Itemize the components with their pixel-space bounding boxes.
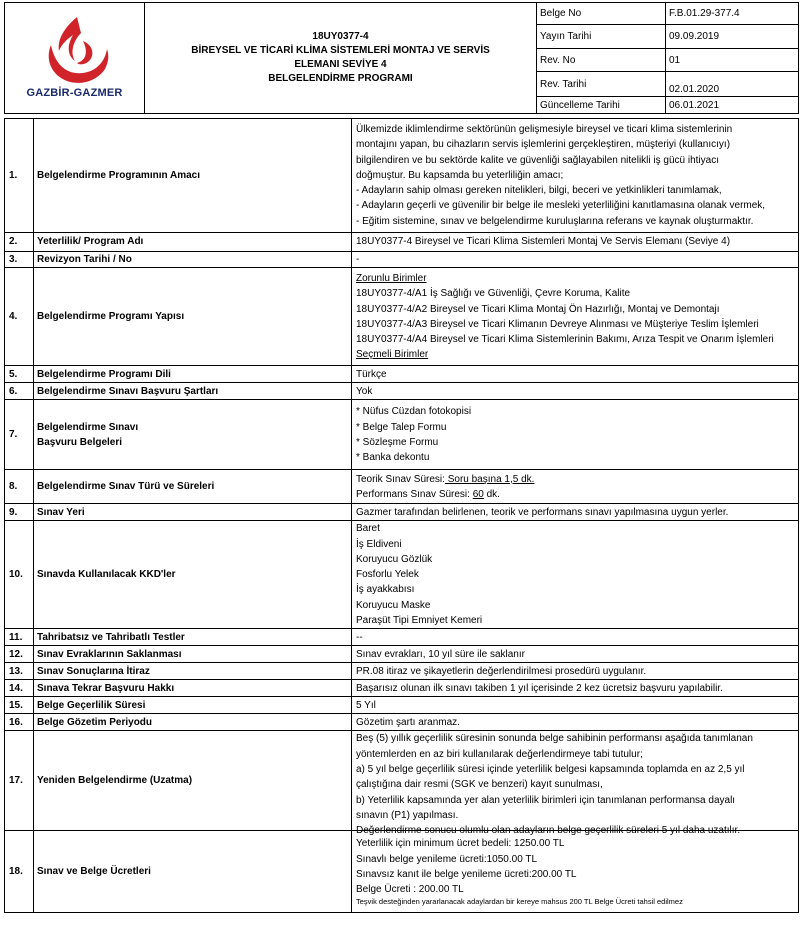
meta-label-rev-no: Rev. No [537,49,666,72]
ppe-item: Baret [356,523,380,535]
row-label: Belgelendirme Programının Amacı [34,119,352,233]
unit-line: 18UY0377-4/A2 Bireysel ve Ticari Klima Montaj Ön Hazırlığı, Montaj ve Demontajı [356,303,720,315]
table-row [5,233,799,252]
row-number: 4. [5,268,34,366]
table-row [5,646,799,663]
elective-units-heading: Seçmeli Birimler [356,349,429,361]
table-row [5,470,799,504]
row-number: 12. [5,646,34,663]
ppe-item: Paraşüt Tipi Emniyet Kemeri [356,615,483,627]
ppe-item: İş Eldiveni [356,538,402,550]
row-number: 10. [5,521,34,629]
fee-line: Belge Ücreti : 200.00 TL [356,884,464,896]
performance-duration-unit: dk. [483,488,500,500]
row-number: 8. [5,470,34,504]
unit-line: 18UY0377-4/A1 İş Sağlığı ve Güvenliği, Çevre Koruma, Kalite [356,288,631,300]
value-line: Değerlendirme sonucu olumlu olan adayların belge geçerlilik süreleri 5 yıl daha uzatılır. [356,825,741,837]
table-row [5,383,799,400]
row-value-appeal [352,663,799,680]
document-header [4,2,799,114]
unit-line: 18UY0377-4/A4 Bireysel ve Ticari Klima Sistemlerinin Bakımı, Arıza Tespit ve Onarım İşlemleri [356,334,774,346]
table-row [5,714,799,731]
value-line: Gözetim şartı aranmaz. [356,716,460,728]
table-row [5,663,799,680]
table-row [5,831,799,913]
row-value-program-name [352,233,799,252]
theory-duration [356,472,796,487]
meta-label-doc-no: Belge No [537,3,666,25]
value-line: - Eğitim sistemine, sınav ve belgelendirme kuruluşlarına referans ve kaynak oluşturmaktır. [356,215,754,227]
value-line: - Adayların sahip olması gereken nitelikleri, bilgi, beceri ve yetkinlikleri tanımlamak, [356,185,722,197]
value-line: Gazmer tarafından belirlenen, teorik ve performans sınavı yapılmasına uygun yerler. [356,506,729,518]
row-number: 17. [5,731,34,831]
value-line: Ülkemizde iklimlendirme sektörünün gelişmesiyle bireysel ve ticari klima sistemlerinin [356,123,733,135]
meta-value-rev-date: 02.01.2020 [666,72,799,97]
row-label-line: Başvuru Belgeleri [37,436,123,448]
table-row [5,629,799,646]
row-label: Yeniden Belgelendirme (Uzatma) [34,731,352,831]
performance-duration-label: Performans Sınav Süresi: [356,488,473,500]
title-line-code: 18UY0377-4 [312,31,369,42]
program-table [4,118,799,913]
table-row [5,680,799,697]
row-number: 13. [5,663,34,680]
meta-label-update-date: Güncelleme Tarihi [537,97,666,114]
value-line: b) Yeterlilik kapsamında yer alan yeterlilik birimleri için tanımlanan performansa dayalı [356,794,736,806]
table-row [5,521,799,629]
value-line: 18UY0377-4 Bireysel ve Ticari Klima Sistemleri Montaj Ve Servis Elemanı (Seviye 4) [356,236,731,248]
value-line: a) 5 yıl belge geçerlilik süresi içinde yeterlilik belgesi kapsamında toplamda en az 2,5 yıl [356,763,745,775]
document-item: * Belge Talep Formu [356,421,447,433]
ppe-item: Fosforlu Yelek [356,569,419,581]
row-label: Sınavda Kullanılacak KKD'ler [34,521,352,629]
value-line: 5 Yıl [356,699,376,711]
meta-label-publish-date: Yayın Tarihi [537,25,666,49]
ppe-item: Koruyucu Maske [356,599,431,611]
row-label: Belge Gözetim Periyodu [34,714,352,731]
value-line: - [356,254,360,265]
row-value-purpose [352,119,799,233]
fee-line: Sınavlı belge yenileme ücreti:1050.00 TL [356,853,538,865]
recertification-text [356,731,796,837]
value-line: doğmuştur. Bu kapsamda bu yeterliliğin amacı; [356,169,564,181]
meta-value-update-date: 06.01.2021 [666,97,799,114]
value-line: montajını yapan, bu cihazların servis işlemlerini gerçekleştiren, müşteriyi (kullanıcıyı) [356,139,731,151]
table-row [5,119,799,233]
row-number: 3. [5,252,34,268]
meta-value-doc-no: F.B.01.29-377.4 [666,3,799,25]
row-number: 5. [5,366,34,383]
row-label: Belgelendirme Sınav Türü ve Süreleri [34,470,352,504]
value-line: - Adayların geçerli ve güvenilir bir belge ile mesleki yeterliliğini kanıtlamasına olanak vermek, [356,200,766,212]
row-value-exam-durations [352,470,799,504]
unit-line: 18UY0377-4/A3 Bireysel ve Ticari Klimanın Devreye Alınması ve Müşteriye Teslim İşlemleri [356,318,759,330]
row-label: Sınava Tekrar Başvuru Hakkı [34,680,352,697]
value-line: çalıştığına dair resmi (SGK ve benzeri) kayıt sunulması, [356,779,603,791]
meta-value-publish-date: 09.09.2019 [666,25,799,49]
logo-text: GAZBİR-GAZMER [26,87,123,99]
table-row [5,366,799,383]
title-line-program: BELGELENDİRME PROGRAMI [268,73,413,84]
mandatory-units-heading: Zorunlu Birimler [356,272,427,284]
performance-duration-value: 60 [472,488,484,500]
document-title [145,3,537,114]
row-label [34,400,352,470]
ppe-item: İş ayakkabısı [356,584,415,596]
row-number: 11. [5,629,34,646]
theory-duration-label: Teorik Sınav Süresi: [356,473,445,485]
value-line: PR.08 itiraz ve şikayetlerin değerlendirilmesi prosedürü uygulanır. [356,665,647,677]
value-line: -- [356,631,363,643]
row-number: 1. [5,119,34,233]
table-row [5,731,799,831]
row-value-fees [352,831,799,913]
row-number: 15. [5,697,34,714]
value-line: sınavın (P1) yapılması. [356,809,459,821]
row-value-storage [352,646,799,663]
fee-note: Teşvik desteğinden yararlanacak adaylardan bir kereye mahsus 200 TL Belge Ücreti tahsil edilmez [356,897,683,907]
table-row [5,400,799,470]
row-label: Sınav ve Belge Ücretleri [34,831,352,913]
row-label: Sınav Evraklarının Saklanması [34,646,352,663]
row-label: Belgelendirme Sınavı Başvuru Şartları [34,383,352,400]
value-line: Türkçe [356,368,387,380]
value-line: yöntemlerden en az biri kullanılarak değerlendirmeye tabi tutulur; [356,748,643,760]
fee-line: Yeterlilik için minimum ücret bedeli: 1250.00 TL [356,838,565,850]
row-value-revision [352,252,799,268]
row-value-structure [352,268,799,366]
meta-value-rev-no: 01 [666,49,799,72]
row-value-recertification [352,731,799,837]
fee-line: Sınavsız kanıt ile belge yenileme ücreti:200.00 TL [356,868,577,880]
table-row [5,252,799,268]
row-value-ppe [352,521,799,629]
row-number: 16. [5,714,34,731]
row-label: Sınav Sonuçlarına İtiraz [34,663,352,680]
title-line-level: ELEMANI SEVİYE 4 [294,59,387,70]
value-line: Sınav evrakları, 10 yıl süre ile saklanır [356,648,525,660]
title-line-name: BİREYSEL VE TİCARİ KLİMA SİSTEMLERİ MONTAJ VE SERVİS [191,45,490,56]
document-item: * Banka dekontu [356,452,430,464]
row-label: Sınav Yeri [34,504,352,521]
row-value-surveillance [352,714,799,731]
table-row [5,504,799,521]
row-value-language [352,366,799,383]
row-number: 18. [5,831,34,913]
row-label: Belgelendirme Programı Dili [34,366,352,383]
row-value-documents [352,400,799,470]
table-row [5,268,799,366]
row-value-reapply [352,680,799,697]
meta-label-rev-date: Rev. Tarihi [537,72,666,97]
row-number: 2. [5,233,34,252]
row-value-tests [352,629,799,646]
row-label: Belgelendirme Programı Yapısı [34,268,352,366]
row-label: Belge Geçerlilik Süresi [34,697,352,714]
row-value-validity [352,697,799,714]
value-line: Beş (5) yıllık geçerlilik süresinin sonunda belge sahibinin performansı aşağıda tanımlanan [356,733,753,745]
row-label: Tahribatsız ve Tahribatlı Testler [34,629,352,646]
row-number: 7. [5,400,34,470]
table-row [5,697,799,714]
row-value-exam-place [352,504,799,521]
row-number: 14. [5,680,34,697]
value-line: Başarısız olunan ilk sınavı takiben 1 yıl içerisinde 2 kez ücretsiz başvuru yapılabilir. [356,682,723,694]
row-label-line: Belgelendirme Sınavı [37,421,139,433]
row-value-requirements [352,383,799,400]
logo-cell [5,3,145,114]
gazbir-gazmer-logo-icon [37,15,113,85]
value-line: Yok [356,385,373,397]
ppe-item: Koruyucu Gözlük [356,553,433,565]
performance-duration [356,487,796,502]
document-item: * Nüfus Cüzdan fotokopisi [356,406,472,418]
row-number: 6. [5,383,34,400]
value-line: bilgilendiren ve bu sektörde kalite ve güvenliği sağlayabilen nitelikli iş gücü ihtiyacı [356,154,719,166]
document-item: * Sözleşme Formu [356,436,439,448]
row-number: 9. [5,504,34,521]
theory-duration-value: Soru başına 1,5 dk. [444,473,535,485]
row-label: Yeterlilik/ Program Adı [34,233,352,252]
row-label: Revizyon Tarihi / No [34,252,352,268]
